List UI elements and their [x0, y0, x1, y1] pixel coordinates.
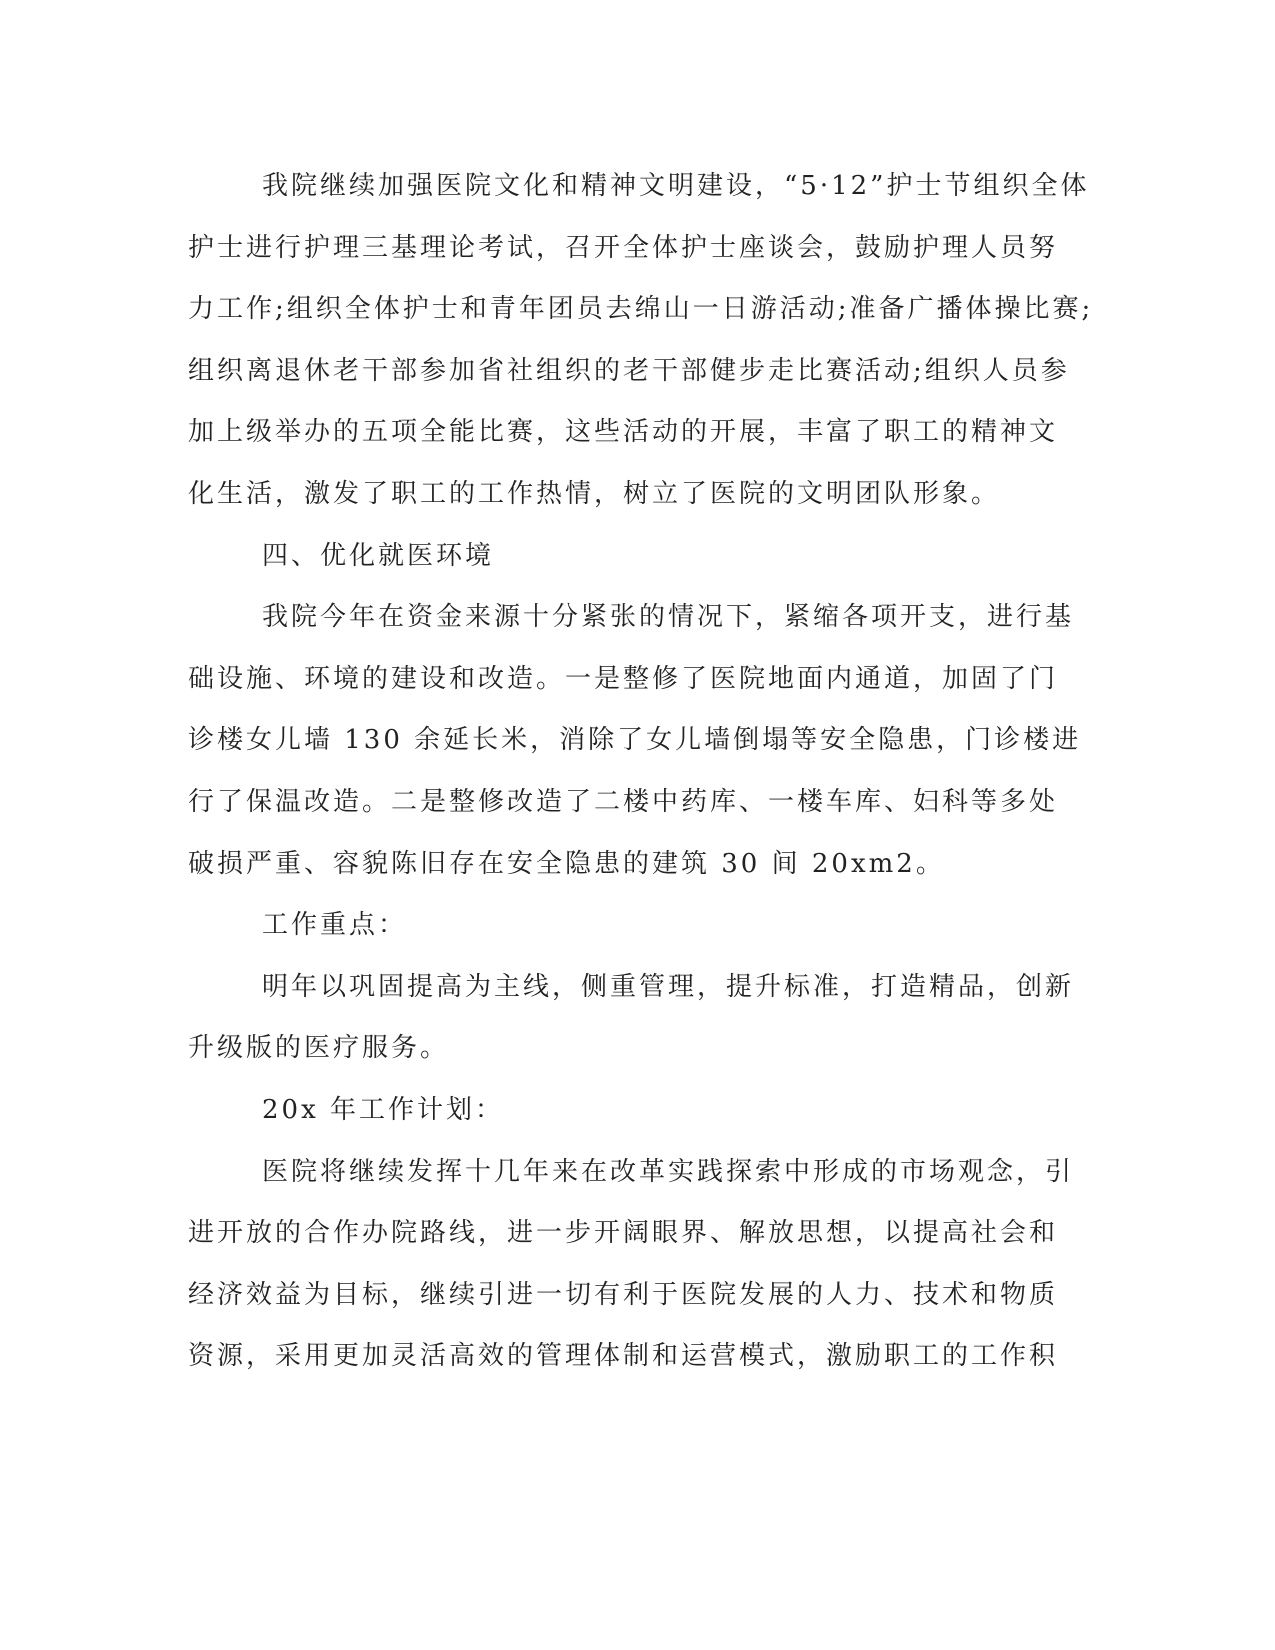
text-line: 化生活，激发了职工的工作热情，树立了医院的文明团队形象。	[188, 478, 1001, 509]
text-line: 资源，采用更加灵活高效的管理体制和运营模式，激励职工的工作积	[188, 1341, 1059, 1372]
section-heading: 四、优化就医环境	[262, 540, 495, 571]
text-line: 行了保温改造。二是整修改造了二楼中药库、一楼车库、妇科等多处	[188, 786, 1059, 817]
text-line: 组织离退休老干部参加省社组织的老干部健步走比赛活动;组织人员参	[188, 355, 1070, 386]
text-line: 我院今年在资金来源十分紧张的情况下，紧缩各项开支，进行基	[262, 602, 1075, 633]
text-line: 进开放的合作办院路线，进一步开阔眼界、解放思想，以提高社会和	[188, 1218, 1059, 1249]
text-line: 诊楼女儿墙 130 余延长米，消除了女儿墙倒塌等安全隐患，门诊楼进	[188, 725, 1082, 756]
document-body	[188, 156, 1094, 1388]
section-heading: 工作重点：	[262, 910, 408, 941]
text-line: 力工作;组织全体护士和青年团员去绵山一日游活动;准备广播体操比赛;	[188, 294, 1094, 325]
text-line: 我院继续加强医院文化和精神文明建设，“5·12”护士节组织全体	[262, 171, 1090, 201]
text-line: 明年以巩固提高为主线，侧重管理，提升标准，打造精品，创新	[262, 971, 1075, 1002]
section-heading: 20x 年工作计划：	[262, 1094, 505, 1125]
text-line: 护士进行护理三基理论考试，召开全体护士座谈会，鼓励护理人员努	[188, 232, 1059, 263]
text-line: 经济效益为目标，继续引进一切有利于医院发展的人力、技术和物质	[188, 1279, 1059, 1310]
text-line: 加上级举办的五项全能比赛，这些活动的开展，丰富了职工的精神文	[188, 417, 1059, 448]
text-line: 础设施、环境的建设和改造。一是整修了医院地面内通道，加固了门	[188, 663, 1059, 694]
text-line: 医院将继续发挥十几年来在改革实践探索中形成的市场观念，引	[262, 1156, 1075, 1187]
text-line: 破损严重、容貌陈旧存在安全隐患的建筑 30 间 20xm2。	[188, 848, 945, 879]
text-line: 升级版的医疗服务。	[188, 1033, 450, 1064]
